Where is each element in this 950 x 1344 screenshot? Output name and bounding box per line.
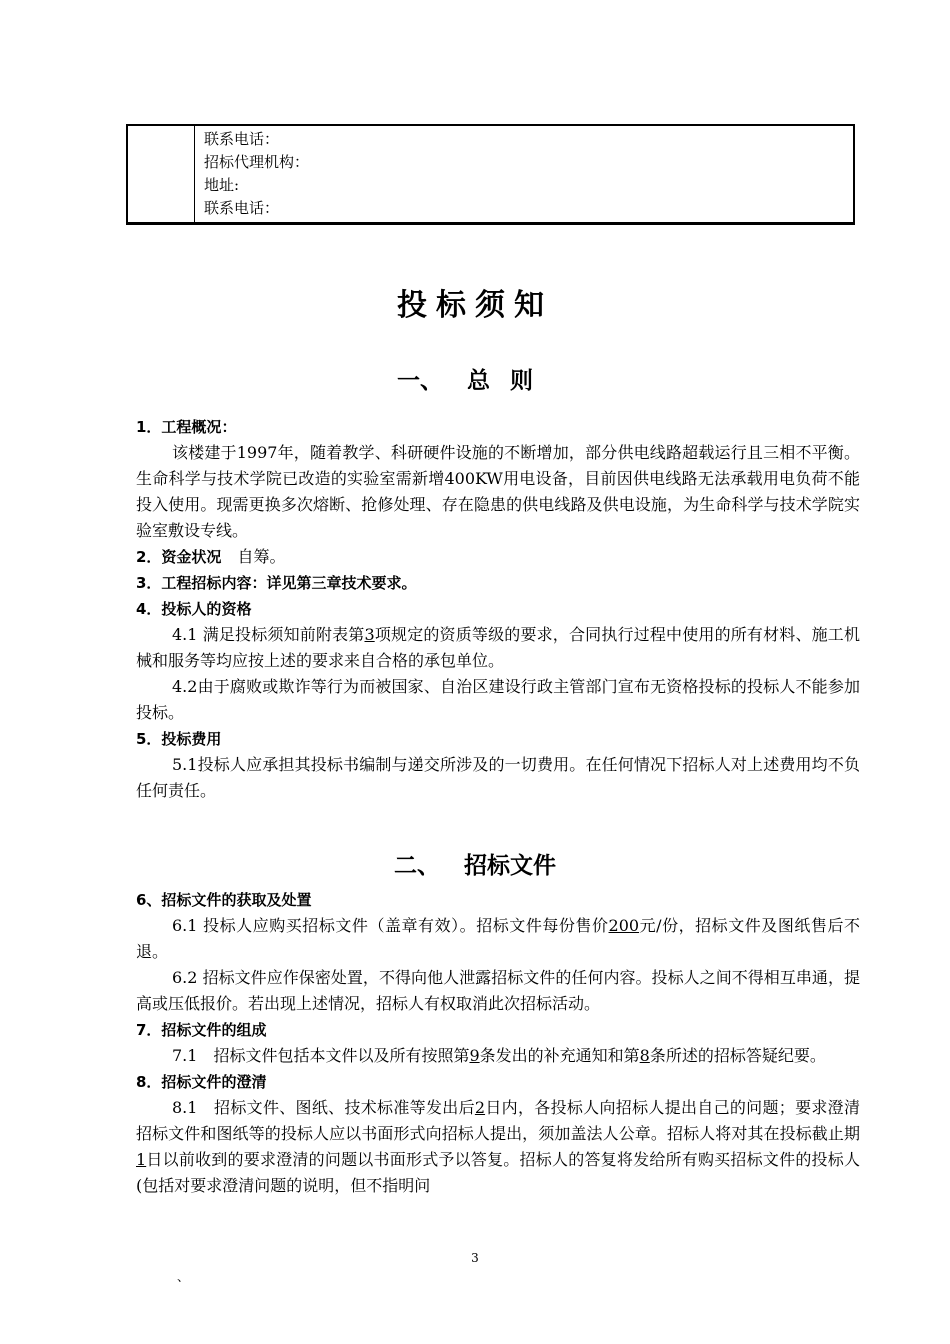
section2-body <box>136 887 860 1199</box>
paragraph-7-1: 7.1 招标文件包括本文件以及所有按照第9条发出的补充通知和第8条所述的招标答疑纪要。 <box>172 1046 826 1065</box>
paragraph-5-1: 5.1投标人应承担其投标书编制与递交所涉及的一切费用。在任何情况下招标人对上述费用均不负任何责任。 <box>136 755 860 800</box>
heading-document-composition: 7．招标文件的组成 <box>136 1021 267 1039</box>
section-title: 招标文件 <box>464 853 556 879</box>
paragraph-4-2: 4.2由于腐败或欺诈等行为而被国家、自治区建设行政主管部门宣布无资格投标的投标人不能参加投标。 <box>136 677 860 722</box>
section-number: 一、 <box>397 368 443 394</box>
underlined-value: 2 <box>474 1098 486 1117</box>
heading-obtain-documents: 6、招标文件的获取及处置 <box>136 891 312 909</box>
heading-bid-cost: 5．投标费用 <box>136 730 222 748</box>
paragraph-project-overview: 该楼建于1997年，随着教学、科研硬件设施的不断增加，部分供电线路超载运行且三相不平衡。生命科学与技术学院已改造的实验室需新增400KW用电设备，目前因供电线路无法承载用电负荷不能投入使用。现需更换多次熔断、抢修处理、存在隐患的供电线路及供电设施，为生命科学与技术学院实验室敷设专线。 <box>136 443 860 540</box>
heading-funding: 2．资金状况 <box>136 548 222 566</box>
section1-body <box>136 414 860 804</box>
heading-clarification: 8．招标文件的澄清 <box>136 1073 267 1091</box>
paragraph-6-1: 6.1 投标人应购买招标文件（盖章有效）。招标文件每份售价200元/份，招标文件及图纸售后不退。 <box>136 916 860 961</box>
contact-table <box>126 124 855 225</box>
funding-value: 自筹。 <box>237 547 286 566</box>
section-heading-tender-documents <box>0 847 950 880</box>
contact-phone-label: 联系电话： <box>204 130 280 148</box>
paragraph-4-1: 4.1 满足投标须知前附表第3项规定的资质等级的要求，合同执行过程中使用的所有材料、施工机械和服务等均应按上述的要求来自合格的承包单位。 <box>136 625 860 670</box>
heading-bidder-qualification: 4．投标人的资格 <box>136 600 252 618</box>
underlined-value: 9 <box>469 1046 480 1065</box>
stray-mark: 、 <box>177 1270 190 1284</box>
agency-label: 招标代理机构： <box>204 153 310 171</box>
table-contact-cell <box>195 126 853 222</box>
section-heading-general <box>0 362 950 395</box>
heading-tender-content: 3．工程招标内容：详见第三章技术要求。 <box>136 574 417 592</box>
underlined-value: 1 <box>136 1150 147 1169</box>
page-number: 3 <box>471 1251 479 1265</box>
address-label: 地址: <box>204 176 240 194</box>
document-title: 投标须知 <box>397 288 553 323</box>
underlined-value: 3 <box>364 625 375 644</box>
table-empty-cell <box>128 126 195 222</box>
underlined-value: 200 <box>608 916 640 935</box>
funding-line <box>136 544 860 570</box>
section-number: 二、 <box>394 853 440 879</box>
heading-project-overview: 1．工程概况： <box>136 418 237 436</box>
agency-phone-label: 联系电话： <box>204 199 280 217</box>
section-title: 总则 <box>467 368 553 394</box>
paragraph-8-1: 8.1 招标文件、图纸、技术标准等发出后2日内，各投标人向招标人提出自己的问题；要求澄清招标文件和图纸等的投标人应以书面形式向招标人提出，须加盖法人公章。招标人将对其在投标截止期1日以前收到的要求澄清的问题以书面形式予以答复。招标人的答复将发给所有购买招标文件的投标人(包括对要求澄清问题的说明，但不指明问 <box>136 1098 860 1195</box>
paragraph-6-2: 6.2 招标文件应作保密处置，不得向他人泄露招标文件的任何内容。投标人之间不得相互串通，提高或压低报价。若出现上述情况，招标人有权取消此次招标活动。 <box>136 968 860 1013</box>
underlined-value: 8 <box>639 1046 650 1065</box>
